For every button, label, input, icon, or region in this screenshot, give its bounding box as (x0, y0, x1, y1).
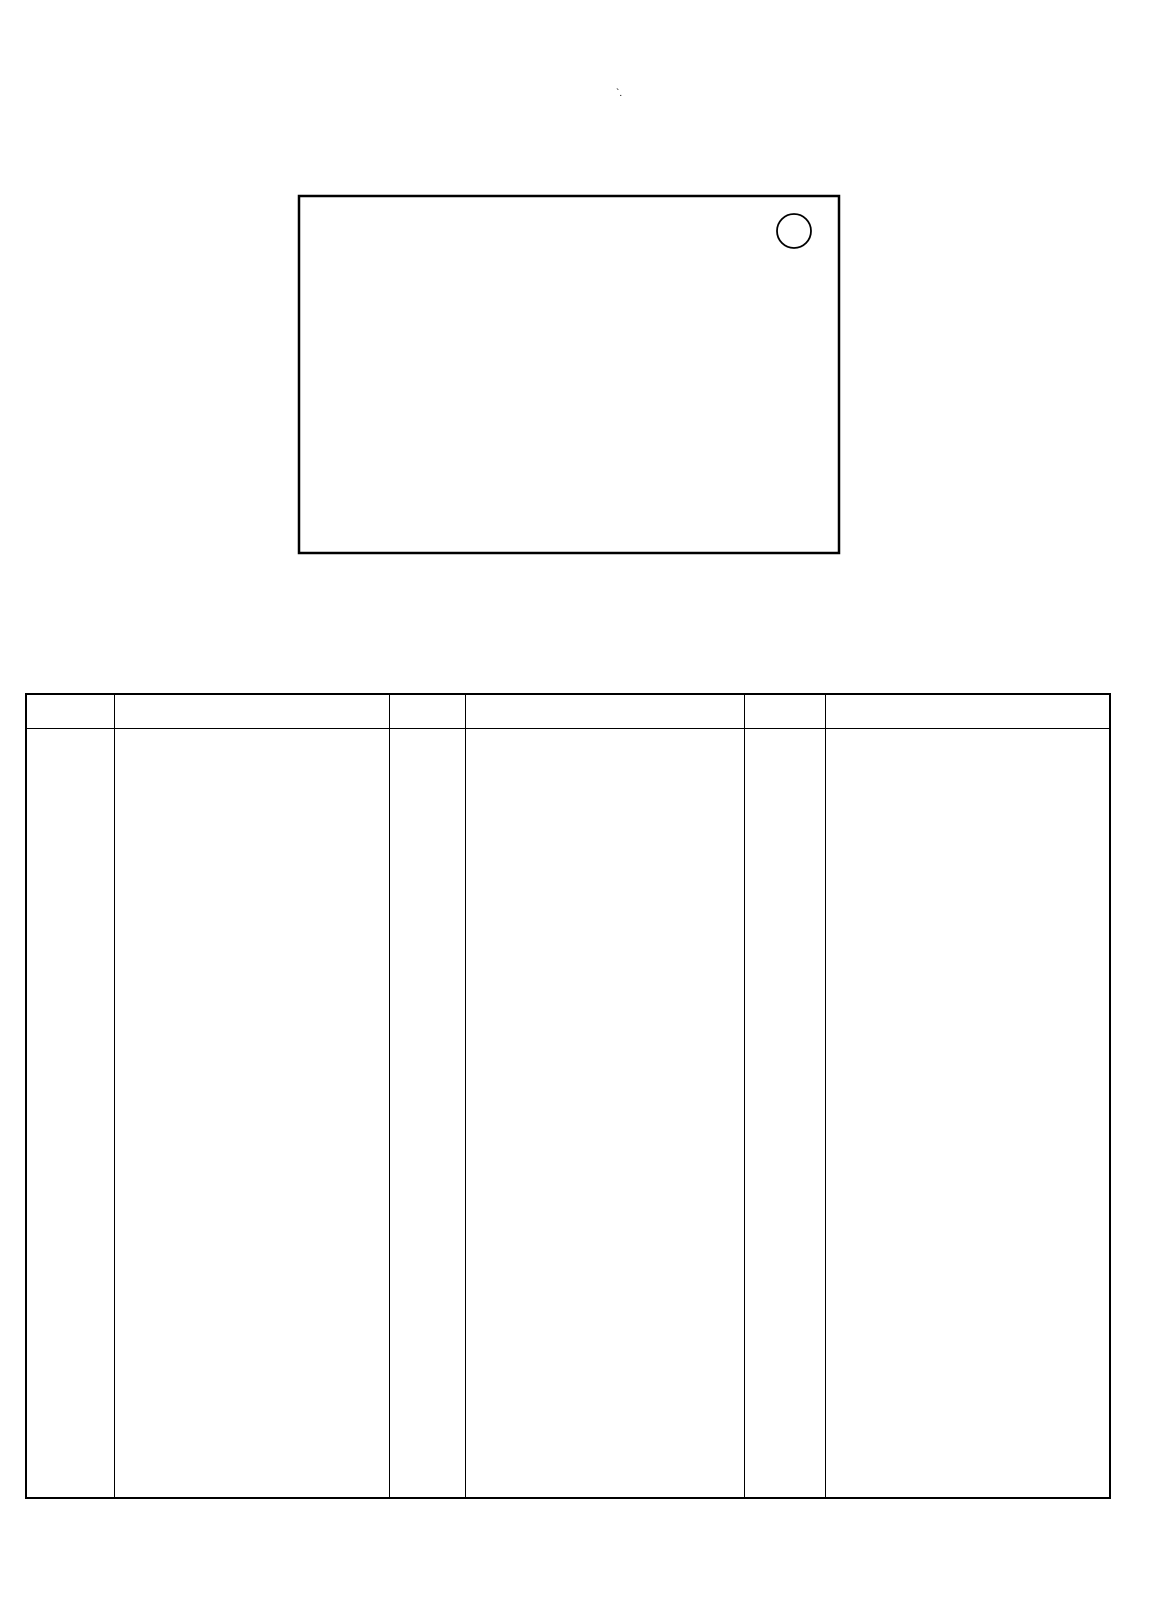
scan-speck: `. (616, 88, 623, 99)
ic-body (299, 196, 839, 553)
table-column-group-3 (744, 695, 1109, 1497)
table-column-group-1 (27, 695, 389, 1497)
column-divider (465, 695, 466, 1497)
column-divider (825, 695, 826, 1497)
pin-function-table (25, 693, 1111, 1499)
table-header (390, 695, 744, 729)
table-header (745, 695, 1109, 729)
ic-package-diagram (0, 0, 1154, 640)
table-header (27, 695, 389, 729)
column-divider (114, 695, 115, 1497)
table-column-group-2 (389, 695, 744, 1497)
